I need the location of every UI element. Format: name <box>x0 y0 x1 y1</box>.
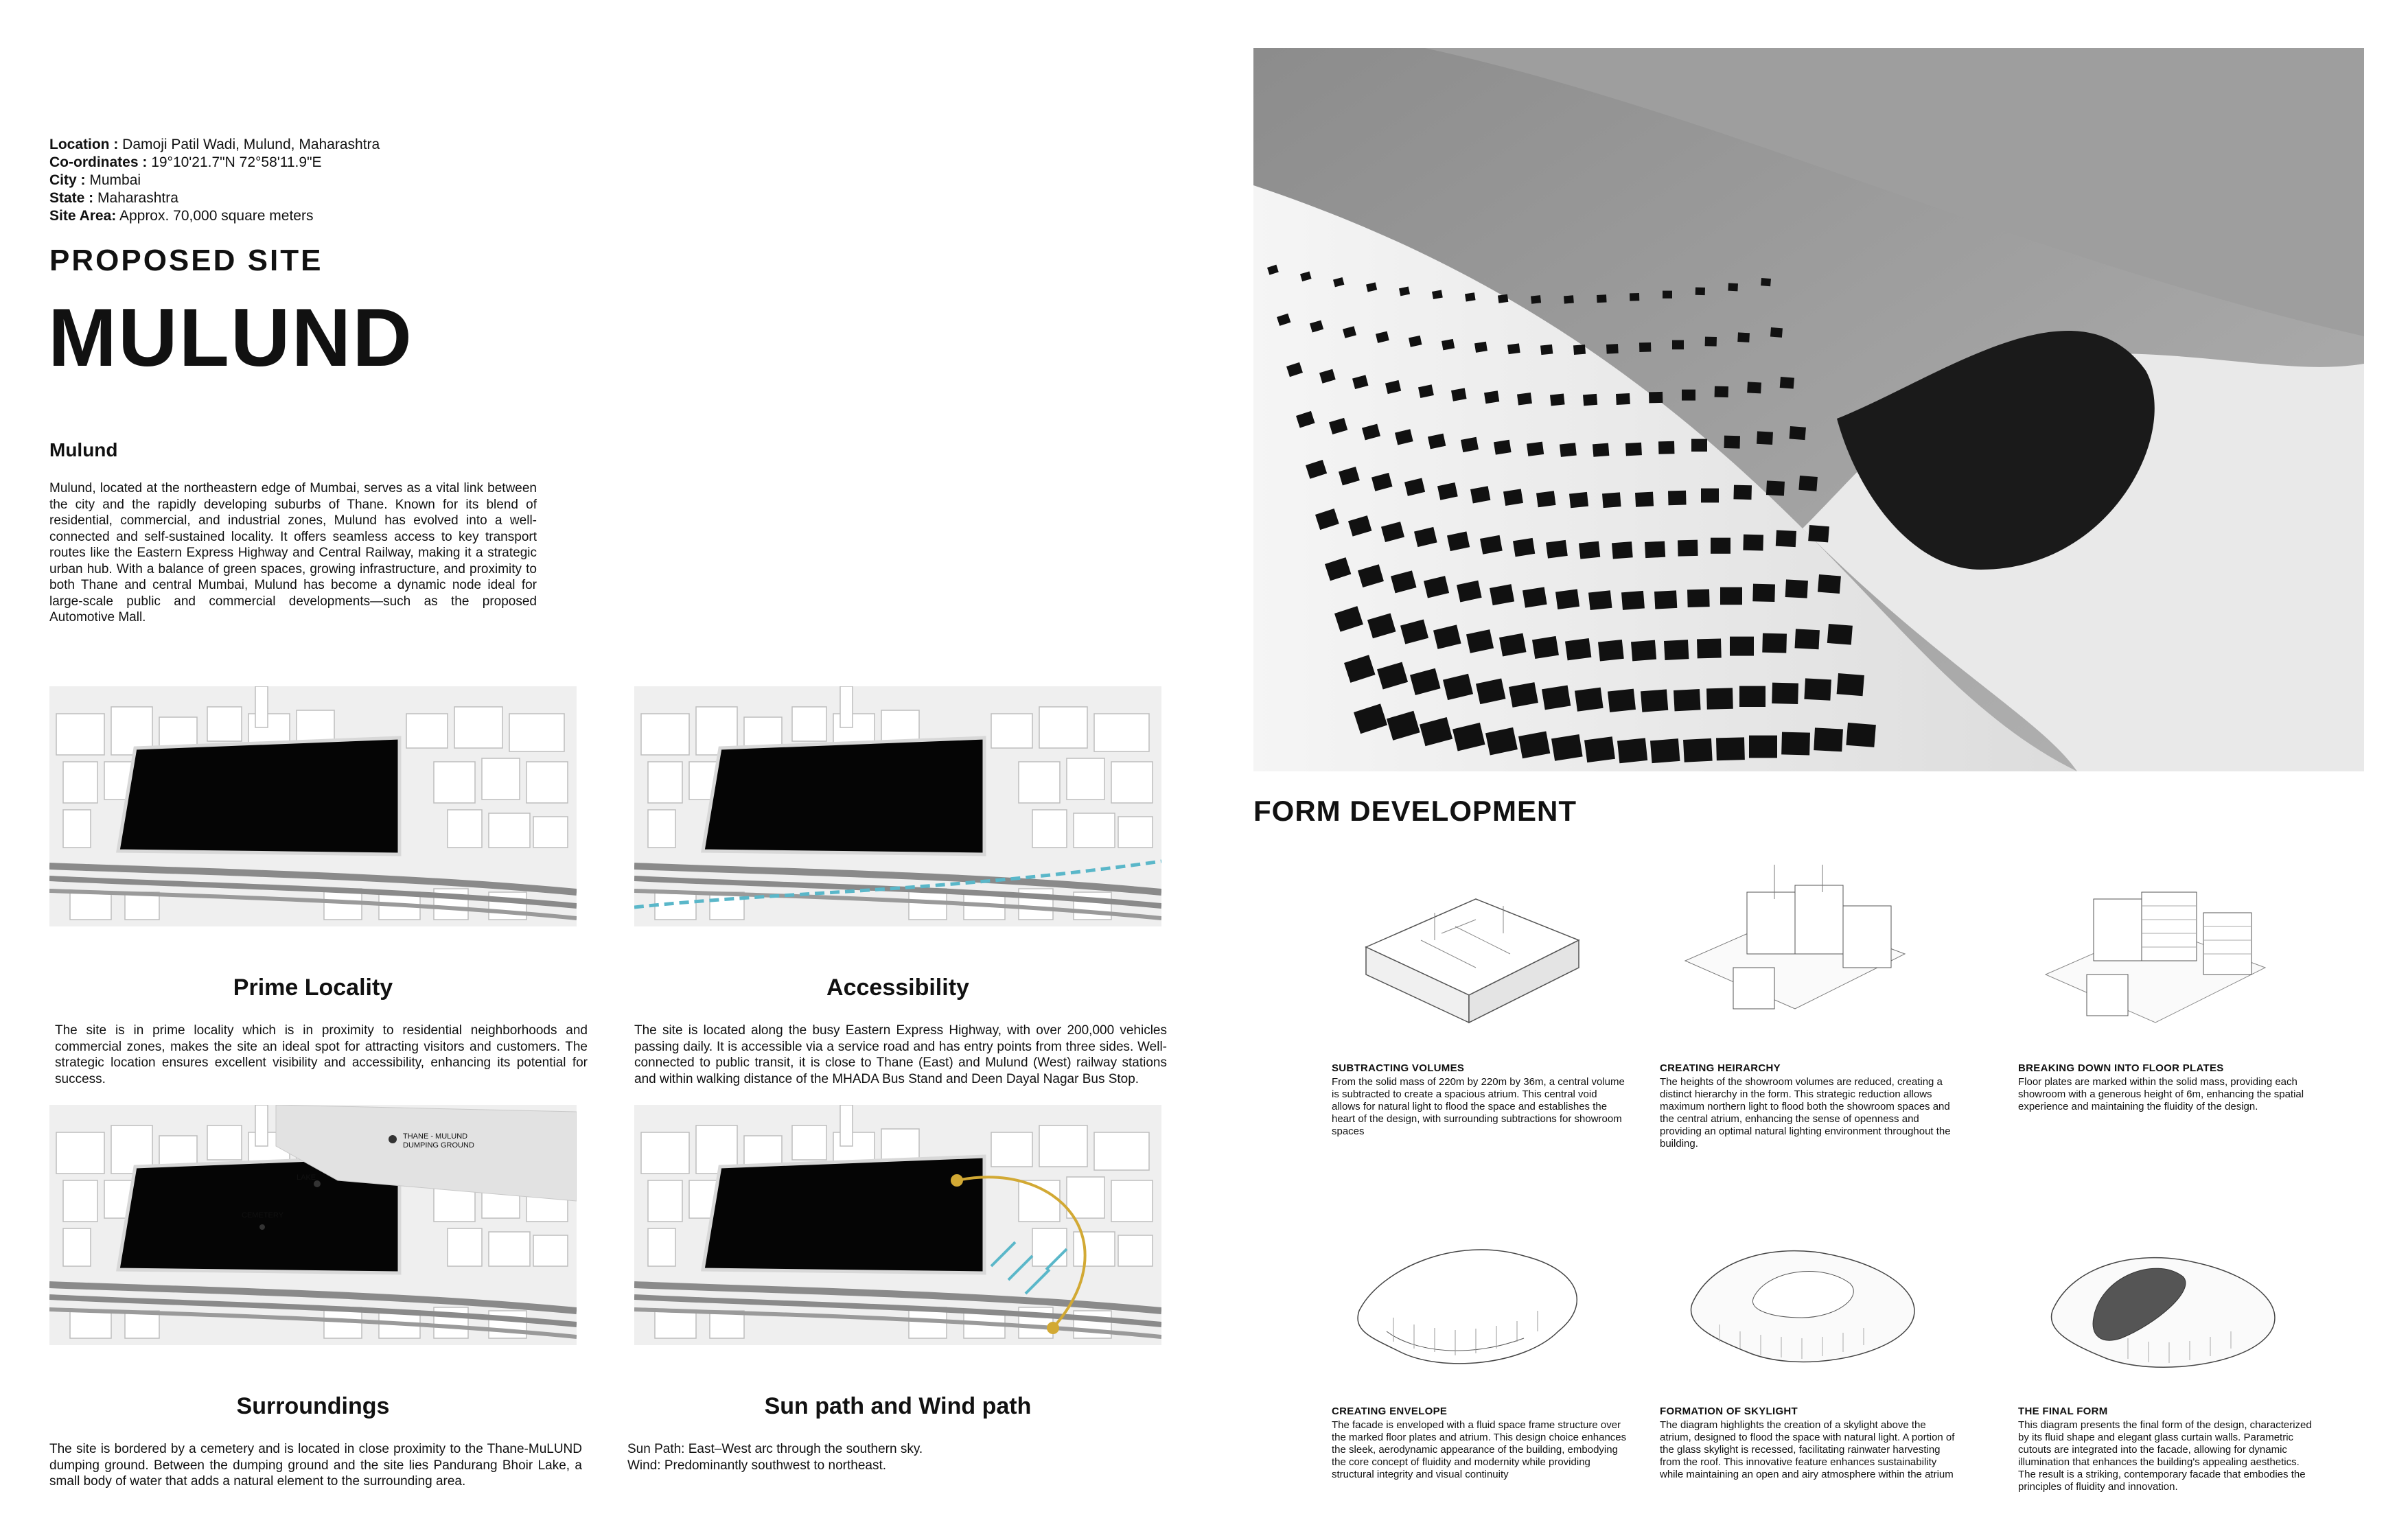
prime-locality-text: The site is in prime locality which is in proximity to residential neighborhoods and commercial zones, makes the site an ideal spot for attracting visitors and customers. The strategic location ensures excellent visibility and accessibility, enhancing its potential for success. <box>55 1023 588 1086</box>
facade-perforation <box>1814 727 1843 751</box>
city-label: City : <box>49 172 86 188</box>
facade-perforation <box>1724 436 1740 449</box>
facade-perforation <box>1532 636 1559 659</box>
facade-perforation <box>1846 723 1875 747</box>
location-row <box>49 136 530 154</box>
facade-perforation <box>1575 688 1604 712</box>
hero-architecture-photo <box>1253 48 2364 771</box>
facade-perforation <box>1762 633 1787 653</box>
facade-perforation <box>1550 394 1565 406</box>
facade-perforation <box>1664 640 1689 660</box>
facade-perforation <box>1766 480 1785 495</box>
proposed-site-label: PROPOSED SITE <box>49 244 323 277</box>
lake-label: LAKE <box>297 1174 316 1182</box>
facade-perforation <box>1668 491 1687 505</box>
dumping-ground-label <box>403 1132 474 1150</box>
facade-perforation <box>1616 393 1630 405</box>
facade-perforation <box>1747 382 1761 393</box>
facade-perforation <box>1757 431 1773 445</box>
facade-perforation <box>1728 283 1738 291</box>
sun-path-text: Sun Path: East–West arc through the southern sky. <box>627 1442 923 1456</box>
facade-perforation <box>1621 591 1645 610</box>
facade-perforation <box>1654 590 1677 609</box>
facade-perforation <box>1625 443 1642 456</box>
facade-perforation <box>1798 476 1818 491</box>
facade-perforation <box>1682 390 1695 401</box>
step-4-title: CREATING ENVELOPE <box>1332 1405 1448 1417</box>
facade-perforation <box>1593 443 1609 457</box>
facade-perforation <box>1674 689 1701 711</box>
intro-heading: Mulund <box>49 439 118 460</box>
facade-perforation <box>1540 345 1553 355</box>
facade-perforation <box>1635 492 1654 507</box>
facade-perforation <box>1761 278 1771 286</box>
facade-perforation <box>1612 541 1633 559</box>
facade-perforation <box>1715 386 1728 398</box>
facade-perforation <box>1808 525 1829 542</box>
facade-perforation <box>1837 673 1864 696</box>
state-label: State : <box>49 190 94 206</box>
coordinates-label: Co-ordinates : <box>49 154 148 170</box>
facade-perforation <box>1484 390 1499 404</box>
sun-wind-text <box>627 1441 1160 1473</box>
step-5-title: FORMATION OF SKYLIGHT <box>1660 1405 1798 1417</box>
facade-perforation <box>1772 683 1798 704</box>
facade-perforation <box>1706 688 1733 709</box>
facade-perforation <box>1584 736 1615 762</box>
facade-perforation <box>1630 293 1639 301</box>
dumping-label-line2: DUMPING GROUND <box>403 1141 474 1150</box>
site-name-title: MULUND <box>48 292 413 384</box>
coordinates-value: 19°10'21.7"N 72°58'11.9"E <box>151 154 322 170</box>
accessibility-map <box>634 686 1161 926</box>
facade-perforation <box>1720 587 1742 605</box>
facade-perforation <box>1573 345 1586 355</box>
facade-perforation <box>1663 291 1672 299</box>
step-6-text: This diagram presents the final form of the design, characterized by its fluid shape and elegant glass curtain walls. Parametric cutouts are integrated into the facade, allowing for dynamic illumination that enhances the building's appealing aesthetics. The result is a striking, contemporary facade that embodies the principles of fluidity and innovation. <box>2018 1419 2312 1493</box>
facade-perforation <box>1739 686 1766 707</box>
step-4-text: The facade is enveloped with a fluid space frame structure over the marked floor plates and atrium. This design choice enhances the sleek, aerodynamic appearance of the building, embodying the core concept of fluidity and modernity while providing structural integrity and visual continuity <box>1332 1419 1627 1480</box>
facade-perforation <box>1645 541 1665 558</box>
facade-perforation <box>1749 736 1777 758</box>
facade-perforation <box>1691 439 1707 452</box>
facade-perforation <box>1597 294 1607 303</box>
surroundings-text: The site is bordered by a cemetery and is located in close proximity to the Thane-MuLUND dumping ground. Between the dumping ground and the site lies Pandurang Bhoir Lake, a small body of water that adds a natural element to the surrounding area. <box>49 1442 582 1489</box>
facade-perforation <box>1780 377 1794 389</box>
facade-perforation <box>1569 492 1588 508</box>
facade-perforation <box>1790 426 1806 440</box>
step-3-diagram <box>2018 858 2320 1057</box>
facade-perforation <box>1579 541 1600 559</box>
facade-perforation <box>1701 489 1719 503</box>
intro-paragraph: Mulund, located at the northeastern edge of Mumbai, serves as a vital link between the city and the rapidly developing suburbs of Thane. Known for its blend of residential, commercial, and industrial zones, Mulund has evolved into a well-connected and self-sustained locality. It offers seamless access to key transport routes like the Eastern Express Highway and Central Railway, making it a strategic urban hub. With a balance of green spaces, growing infrastructure, and proximity to both Thane and central Mumbai, Mulund has become a dynamic node ideal for large-scale public and commercial developments—such as the proposed Automotive Mall. <box>49 481 537 625</box>
step-2-diagram <box>1658 858 1960 1057</box>
facade-perforation <box>1565 638 1591 660</box>
facade-perforation <box>1617 738 1647 763</box>
facade-perforation <box>1711 538 1730 554</box>
accessibility-title: Accessibility <box>826 975 969 1001</box>
facade-perforation <box>1705 337 1717 347</box>
facade-perforation <box>1827 624 1853 645</box>
facade-perforation <box>1781 732 1810 756</box>
step-6-diagram <box>2018 1201 2320 1400</box>
facade-perforation <box>1598 640 1624 662</box>
facade-perforation <box>1602 492 1621 508</box>
step-4-diagram <box>1318 1201 1620 1400</box>
accessibility-text: The site is located along the busy Eastern Express Highway, with over 200,000 vehicles passing daily. It is accessible via a service road and has entry points from three sides. Well-connected to public transit, it is close to Thane (East) and Mulund (West) railway stations and within walking distance of the MHADA Bus Stand and Deen Dayal Nagar Bus Stop. <box>634 1023 1167 1086</box>
facade-perforation <box>1733 485 1752 500</box>
facade-perforation <box>1672 340 1684 350</box>
facade-perforation <box>1795 629 1820 649</box>
facade-perforation <box>1776 530 1796 547</box>
facade-perforation <box>1583 394 1597 406</box>
step-2-title: CREATING HEIRARCHY <box>1660 1062 1781 1074</box>
dumping-label-line1: THANE - MULUND <box>403 1132 468 1141</box>
step-1-title: SUBTRACTING VOLUMES <box>1332 1062 1465 1074</box>
step-2-text: The heights of the showroom volumes are reduced, creating a distinct hierarchy in the form. This strategic reduction allows maximum northern light to flood both the showroom spaces and the central atrium, enhancing the sense of openness and providing an optimal natural lighting environment throughout the building. <box>1660 1076 1951 1150</box>
facade-perforation <box>1737 332 1750 342</box>
step-5-text: The diagram highlights the creation of a skylight above the atrium, designed to flood the space with natural light. A portion of the glass skylight is recessed, facilitating rainwater harvesting from the roof. This innovative feature enhances sustainability while maintaining an open and airy atmosphere within the atrium <box>1660 1419 1955 1480</box>
facade-perforation <box>1658 441 1674 454</box>
area-label: Site Area: <box>49 208 117 224</box>
step-6-title: THE FINAL FORM <box>2018 1405 2108 1417</box>
facade-perforation <box>1465 292 1476 301</box>
facade-perforation <box>1818 574 1841 594</box>
facade-perforation <box>1695 288 1705 296</box>
facade-perforation <box>1687 590 1710 607</box>
sun-wind-map <box>634 1105 1161 1345</box>
wind-path-text: Wind: Predominantly southwest to northeast. <box>627 1458 887 1473</box>
facade-perforation <box>1743 535 1763 551</box>
facade-perforation <box>1536 491 1555 507</box>
prime-locality-map <box>49 686 577 926</box>
facade-perforation <box>1683 738 1713 762</box>
step-3-title: BREAKING DOWN INTO FLOOR PLATES <box>2018 1062 2224 1074</box>
step-1-diagram <box>1318 858 1620 1057</box>
location-label: Location : <box>49 137 119 152</box>
facade-perforation <box>1531 295 1541 304</box>
step-5-diagram <box>1658 1201 1960 1400</box>
sun-wind-title: Sun path and Wind path <box>764 1393 1032 1419</box>
facade-perforation <box>1649 392 1663 404</box>
site-info <box>49 136 530 225</box>
facade-perforation <box>1608 689 1636 712</box>
facade-perforation <box>1564 295 1574 303</box>
facade-perforation <box>1551 734 1583 761</box>
facade-perforation <box>1716 737 1745 760</box>
area-row <box>49 207 530 225</box>
facade-perforation <box>1498 294 1508 303</box>
area-value: Approx. 70,000 square meters <box>119 208 314 224</box>
coordinates-row <box>49 154 530 172</box>
facade-perforation <box>1650 738 1680 763</box>
facade-perforation <box>1527 442 1544 456</box>
facade-perforation <box>1641 689 1668 712</box>
surroundings-title: Surroundings <box>236 1393 390 1419</box>
facade-perforation <box>1546 540 1568 559</box>
facade-perforation <box>1555 589 1579 609</box>
surroundings-map <box>49 1105 577 1345</box>
facade-perforation <box>1606 344 1619 353</box>
facade-perforation <box>1474 342 1487 353</box>
facade-perforation <box>1503 489 1523 506</box>
facade-perforation <box>1507 343 1520 354</box>
facade-perforation <box>1752 584 1775 602</box>
form-development-title: FORM DEVELOPMENT <box>1253 795 1577 827</box>
prime-locality-title: Prime Locality <box>233 975 393 1001</box>
facade-perforation <box>1513 538 1535 557</box>
facade-perforation <box>1560 443 1577 457</box>
facade-perforation <box>1588 590 1612 610</box>
facade-perforation <box>1494 440 1512 455</box>
facade-perforation <box>1523 587 1547 607</box>
location-value: Damoji Patil Wadi, Mulund, Maharashtra <box>122 137 380 152</box>
city-value: Mumbai <box>89 172 141 188</box>
facade-perforation <box>1517 393 1532 405</box>
step-3-text: Floor plates are marked within the solid mass, providing each showroom with a generous height of 6m, enhancing the spatial experience and maintaining the fluidity of the design. <box>2018 1076 2304 1112</box>
facade-perforation <box>1804 678 1831 700</box>
city-row <box>49 172 530 189</box>
cemetery-label: CEMETERY <box>242 1211 283 1220</box>
facade-perforation <box>1639 342 1651 352</box>
facade-perforation <box>1678 540 1698 557</box>
state-row <box>49 189 530 207</box>
facade-perforation <box>1785 579 1808 598</box>
facade-perforation <box>1542 685 1571 710</box>
state-value: Maharashtra <box>97 190 178 206</box>
facade-perforation <box>1730 637 1754 656</box>
facade-perforation <box>1770 327 1783 338</box>
facade-perforation <box>1631 640 1656 662</box>
step-1-text: From the solid mass of 220m by 220m by 36m, a central volume is subtracted to create a spacious atrium. This central void allows for natural light to flood the space and establishes the heart of the design, with surrounding subtractions for showroom spaces <box>1332 1076 1625 1137</box>
facade-perforation <box>1697 638 1722 658</box>
